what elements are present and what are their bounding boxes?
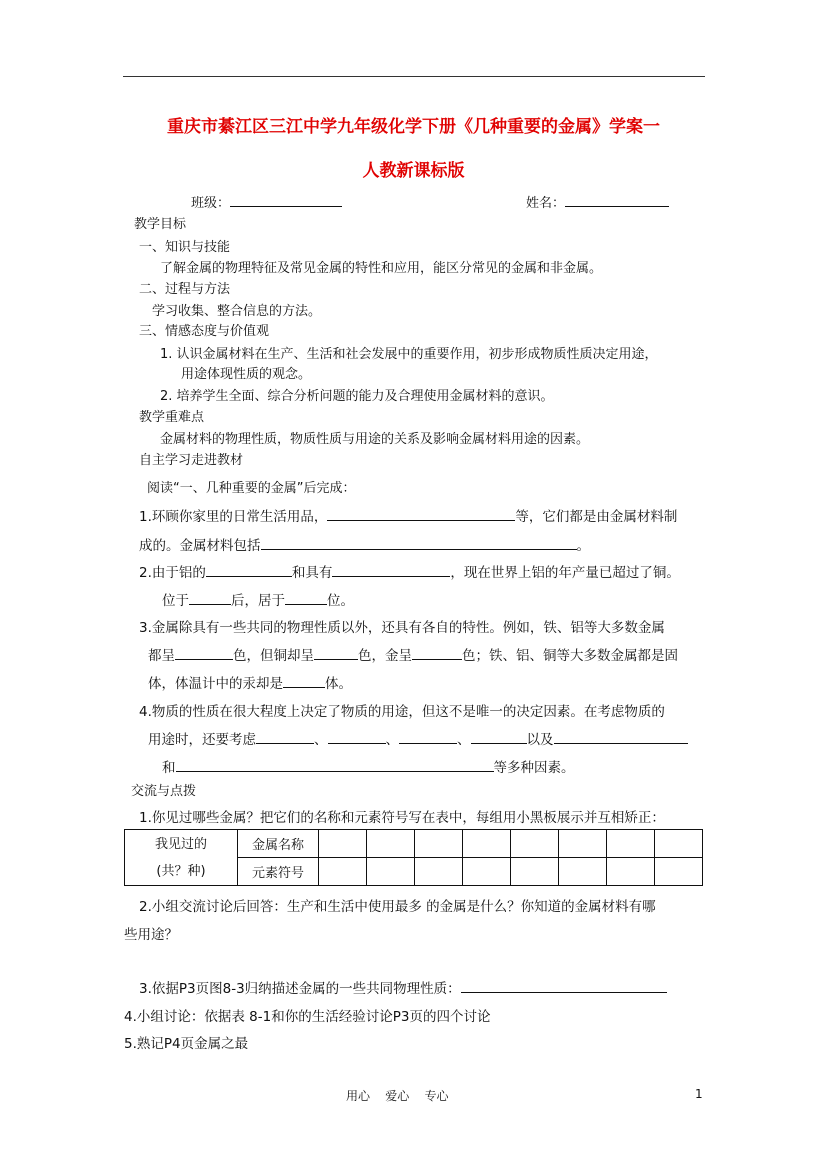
- q4-separator-3: 、: [457, 732, 471, 748]
- question-4-line-3: [162, 756, 575, 776]
- q3-blank-4[interactable]: [283, 674, 325, 688]
- question-3-line-3: [148, 672, 352, 692]
- element-symbol-cell[interactable]: [655, 858, 703, 886]
- element-symbol-cell[interactable]: [607, 858, 655, 886]
- question-3-line-2: [148, 644, 678, 664]
- metal-name-cell[interactable]: [655, 830, 703, 858]
- knowledge-heading: 一、知识与技能: [139, 240, 231, 255]
- attitude-heading: 三、情感态度与价值观: [139, 324, 270, 339]
- q3b-text-4: 色；铁、铝、铜等大多数金属都是固: [462, 648, 678, 664]
- metal-name-cell[interactable]: [367, 830, 415, 858]
- element-symbol-cell[interactable]: [559, 858, 607, 886]
- exchange-item-2-line-1: 2.小组交流讨论后回答：生产和生活中使用最多 的金属是什么？你知道的金属材料有哪: [139, 899, 656, 915]
- q4-separator-2: 、: [385, 732, 399, 748]
- question-1-line-2: [139, 534, 590, 554]
- q2-blank-4[interactable]: [285, 591, 327, 605]
- q4-blank-1[interactable]: [256, 730, 314, 744]
- metals-table: [124, 829, 703, 886]
- q4-blank-3[interactable]: [399, 730, 457, 744]
- q2-text: 2.由于铝的: [139, 565, 206, 581]
- exchange-item-1: 1.你见过哪些金属？把它们的名称和元素符号写在表中，每组用小黑板展示并互相矫正：: [139, 810, 665, 826]
- q4b-text-2: 以及: [526, 732, 554, 748]
- class-blank[interactable]: [230, 193, 342, 207]
- document-title-line-2: 人教新课标版: [362, 161, 465, 181]
- element-symbol-cell[interactable]: [463, 858, 511, 886]
- key-heading: 教学重难点: [139, 410, 205, 425]
- q1b-tail: 。: [576, 538, 590, 554]
- element-symbol-cell[interactable]: [367, 858, 415, 886]
- question-1-line-1: [139, 505, 677, 525]
- q2-mid: 和具有: [291, 565, 333, 581]
- element-symbol-cell[interactable]: [511, 858, 559, 886]
- goals-heading: 教学目标: [134, 217, 187, 232]
- question-2-line-2: [162, 589, 354, 609]
- table-label-line-2: (共？种): [156, 863, 206, 879]
- table-row: [125, 830, 703, 858]
- q4-separator-1: 、: [314, 732, 328, 748]
- q3b-text-3: 色，金呈: [358, 648, 412, 664]
- q2-blank-1[interactable]: [206, 563, 292, 577]
- q2-blank-2[interactable]: [332, 563, 450, 577]
- question-3-line-1: 3.金属除具有一些共同的物理性质以外，还具有各自的特性。例如，铁、铝等大多数金属: [139, 620, 665, 636]
- exchange-item-2-line-2: 些用途？: [124, 927, 178, 943]
- class-field: [191, 192, 342, 211]
- q3-blank-3[interactable]: [412, 646, 462, 660]
- q3-blank-2[interactable]: [314, 646, 358, 660]
- q1-text: 1.环顾你家里的日常生活用品，: [139, 509, 328, 525]
- document-title-line-1: 重庆市綦江区三江中学九年级化学下册《几种重要的金属》学案一: [167, 117, 660, 137]
- metal-name-header: 金属名称: [238, 830, 319, 858]
- q4-blank-2[interactable]: [328, 730, 386, 744]
- q4-blank-5[interactable]: [554, 730, 688, 744]
- q1-blank-items[interactable]: [327, 507, 515, 521]
- attitude-item-1a: 1. 认识金属材料在生产、生活和社会发展中的重要作用，初步形成物质性质决定用途，: [160, 347, 658, 362]
- q3c-text-1: 体，体温计中的汞却是: [148, 676, 283, 692]
- exchange-heading: 交流与点拨: [131, 784, 197, 799]
- q1-blank-materials[interactable]: [261, 536, 577, 550]
- table-label-line-1: 我见过的: [154, 836, 207, 852]
- metal-name-cell[interactable]: [319, 830, 367, 858]
- knowledge-text: 了解金属的物理特征及常见金属的特性和应用，能区分常见的金属和非金属。: [160, 261, 603, 276]
- name-label: 姓名：: [526, 196, 566, 211]
- question-2-line-1: [139, 561, 680, 581]
- process-text: 学习收集、整合信息的方法。: [152, 304, 322, 319]
- attitude-item-1b: 用途体现性质的观念。: [181, 367, 312, 382]
- metal-name-cell[interactable]: [607, 830, 655, 858]
- metal-name-cell[interactable]: [463, 830, 511, 858]
- exchange-item-4: 4.小组讨论：依据表 8-1和你的生活经验讨论P3页的四个讨论: [124, 1009, 491, 1025]
- q4b-text-1: 用途时，还要考虑: [148, 732, 256, 748]
- q4-blank-6[interactable]: [176, 758, 494, 772]
- element-symbol-cell[interactable]: [319, 858, 367, 886]
- footer-motto: 用心 爱心 专心: [346, 1089, 449, 1103]
- exchange-item-5: 5.熟记P4页金属之最: [124, 1036, 249, 1052]
- name-field: [526, 192, 669, 211]
- q4c-text-1: 和: [162, 760, 176, 776]
- q3b-text-2: 色，但铜却呈: [233, 648, 314, 664]
- process-heading: 二、过程与方法: [139, 282, 231, 297]
- header-rule: [123, 76, 705, 77]
- q3-blank-1[interactable]: [175, 646, 233, 660]
- metal-name-cell[interactable]: [511, 830, 559, 858]
- q4-blank-4[interactable]: [471, 730, 527, 744]
- name-blank[interactable]: [565, 193, 669, 207]
- metal-name-cell[interactable]: [559, 830, 607, 858]
- q2-tail: ，现在世界上铝的年产量已超过了铜。: [450, 565, 680, 581]
- q1-tail: 等，它们都是由金属材料制: [515, 509, 678, 525]
- table-label-cell: [125, 830, 238, 886]
- attitude-item-2: 2. 培养学生全面、综合分析问题的能力及合理使用金属材料的意识。: [160, 389, 554, 404]
- q1b-text: 成的。金属材料包括: [139, 538, 261, 554]
- reading-instruction: 阅读“一、几种重要的金属”后完成：: [147, 481, 356, 496]
- key-text: 金属材料的物理性质，物质性质与用途的关系及影响金属材料用途的因素。: [160, 432, 590, 447]
- q4c-text-2: 等多种因素。: [493, 760, 575, 776]
- e3-blank[interactable]: [461, 979, 667, 993]
- element-symbol-header: 元素符号: [238, 858, 319, 886]
- q2b-text-2: 后，居于: [231, 593, 285, 609]
- question-4-line-2: [148, 728, 688, 748]
- q2b-text-3: 位。: [327, 593, 354, 609]
- question-4-line-1: 4.物质的性质在很大程度上决定了物质的用途，但这不是唯一的决定因素。在考虑物质的: [139, 704, 665, 720]
- q2-blank-3[interactable]: [189, 591, 231, 605]
- element-symbol-cell[interactable]: [415, 858, 463, 886]
- q3c-text-2: 体。: [325, 676, 352, 692]
- self-study-heading: 自主学习走进教材: [139, 453, 244, 468]
- q2b-text-1: 位于: [162, 593, 189, 609]
- q3b-text-1: 都呈: [148, 648, 175, 664]
- page-number: 1: [695, 1087, 703, 1101]
- exchange-item-3: [139, 977, 667, 997]
- class-label: 班级：: [191, 196, 231, 211]
- e3-text: 3.依据P3页图8-3归纳描述金属的一些共同物理性质：: [139, 981, 461, 997]
- metal-name-cell[interactable]: [415, 830, 463, 858]
